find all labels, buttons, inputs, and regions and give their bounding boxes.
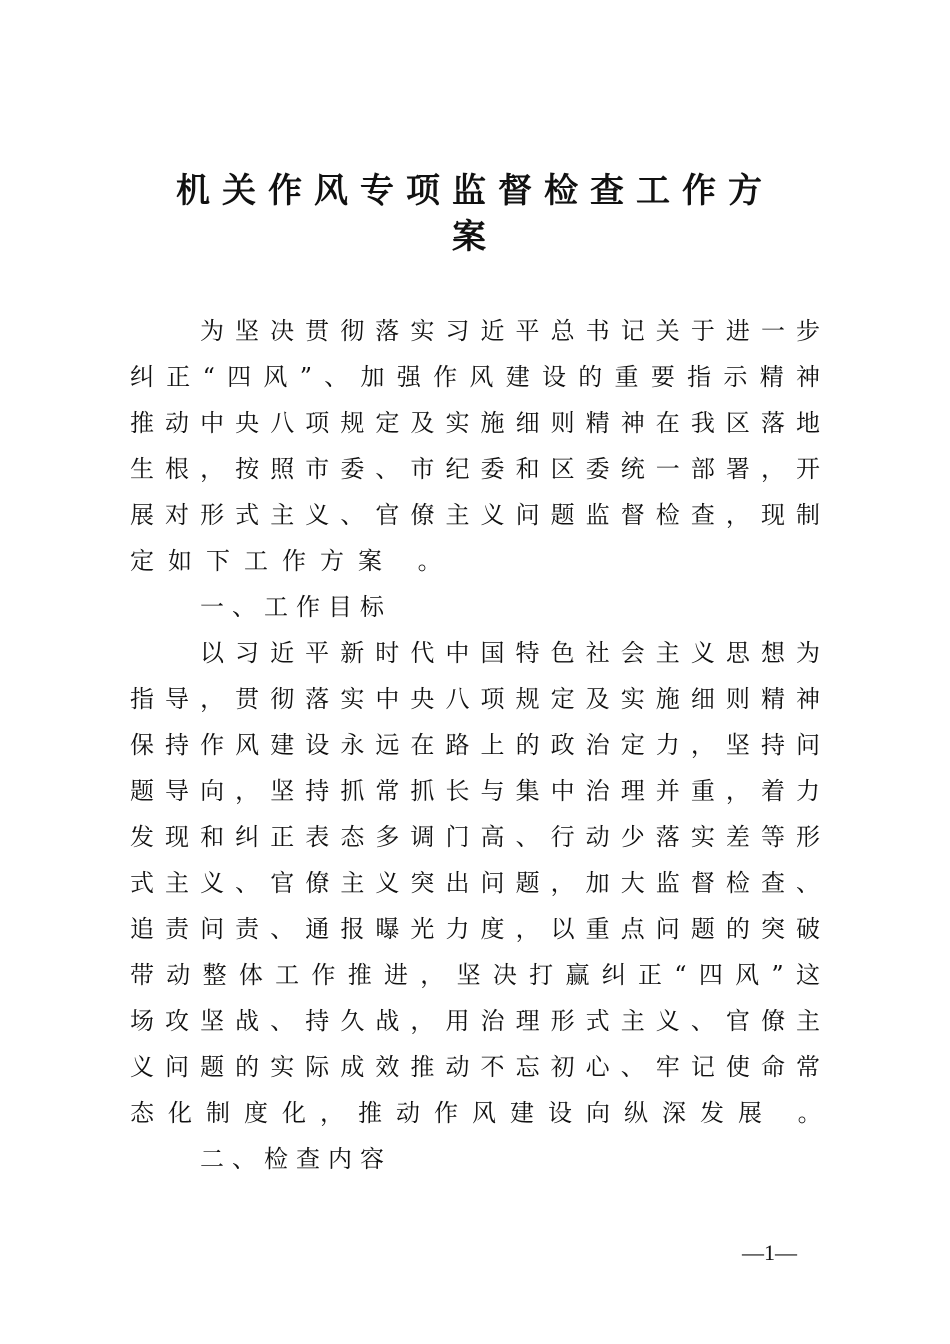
paragraph-2-line: 发现和纠正表态多调门高、行动少落实差等形 xyxy=(130,823,820,851)
title-line-1: 机关作风专项监督检查工作方 xyxy=(176,171,774,211)
document-title xyxy=(120,168,830,260)
paragraph-2-line: 式主义、官僚主义突出问题，加大监督检查、 xyxy=(130,869,820,897)
document-body xyxy=(130,308,836,1182)
paragraph-2-line: 以习近平新时代中国特色社会主义思想为 xyxy=(200,639,820,667)
paragraph-1-line: 展对形式主义、官僚主义问题监督检查，现制 xyxy=(130,501,820,529)
section-heading-1: 一、工作目标 xyxy=(200,593,392,621)
paragraph-2-line: 追责问责、通报曝光力度，以重点问题的突破 xyxy=(130,915,820,943)
paragraph-2-line: 指导，贯彻落实中央八项规定及实施细则精神 xyxy=(130,685,820,713)
paragraph-2-line: 带动整体工作推进，坚决打赢纠正“四风”这 xyxy=(130,961,820,989)
paragraph-1-line: 为坚决贯彻落实习近平总书记关于进一步 xyxy=(200,317,820,345)
paragraph-1-line: 定如下工作方案 。 xyxy=(130,547,456,575)
paragraph-2-line: 保持作风建设永远在路上的政治定力，坚持问 xyxy=(130,731,820,759)
paragraph-1-line: 纠正“四风”、加强作风建设的重要指示精神 xyxy=(130,363,820,391)
paragraph-1-line: 推动中央八项规定及实施细则精神在我区落地 xyxy=(130,409,820,437)
section-heading-2: 二、检查内容 xyxy=(200,1145,392,1173)
paragraph-2-line: 场攻坚战、持久战，用治理形式主义、官僚主 xyxy=(130,1007,820,1035)
paragraph-2-line: 题导向，坚持抓常抓长与集中治理并重，着力 xyxy=(130,777,820,805)
paragraph-2-line: 态化制度化，推动作风建设向纵深发展 。 xyxy=(130,1099,836,1127)
title-line-2: 案 xyxy=(452,217,498,257)
paragraph-1-line: 生根，按照市委、市纪委和区委统一部署，开 xyxy=(130,455,820,483)
page-number: —1— xyxy=(742,1240,797,1265)
paragraph-2-line: 义问题的实际成效推动不忘初心、牢记使命常 xyxy=(130,1053,820,1081)
